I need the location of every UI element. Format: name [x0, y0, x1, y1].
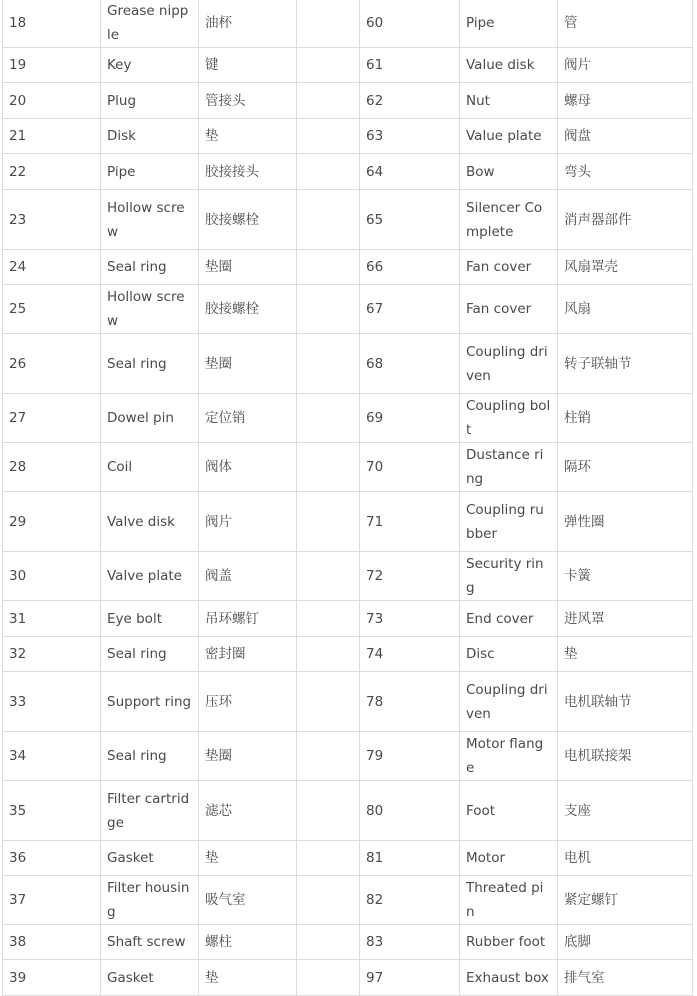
part-number-cell: 97 — [360, 960, 460, 996]
part-number-cell: 24 — [3, 250, 101, 285]
part-name-en-cell: Key — [101, 48, 199, 83]
part-name-en-cell: Support ring — [101, 672, 199, 732]
part-number-cell: 27 — [3, 394, 101, 443]
part-name-cn-cell: 弯头 — [558, 154, 693, 190]
part-name-cn-cell: 电机联接架 — [558, 732, 693, 781]
part-name-en-cell: Disc — [460, 637, 558, 672]
part-name-en-cell: Eye bolt — [101, 601, 199, 637]
spacer-cell — [297, 876, 360, 925]
part-number-cell: 65 — [360, 190, 460, 250]
part-number-cell: 82 — [360, 876, 460, 925]
part-name-en-cell: Silencer Complete — [460, 190, 558, 250]
part-name-en-cell: Filter cartridge — [101, 781, 199, 841]
part-name-en-cell: Gasket — [101, 841, 199, 876]
part-number-cell: 19 — [3, 48, 101, 83]
part-name-cn-cell: 垫 — [199, 841, 297, 876]
part-number-cell: 79 — [360, 732, 460, 781]
part-name-en-cell: Exhaust box — [460, 960, 558, 996]
part-name-en-cell: Pipe — [101, 154, 199, 190]
table-row — [3, 841, 693, 876]
part-number-cell: 64 — [360, 154, 460, 190]
part-name-cn-cell: 胶接螺栓 — [199, 285, 297, 334]
part-number-cell: 29 — [3, 492, 101, 552]
part-name-cn-cell: 油杯 — [199, 0, 297, 48]
part-name-cn-cell: 密封圈 — [199, 637, 297, 672]
part-name-cn-cell: 胶接接头 — [199, 154, 297, 190]
part-name-cn-cell: 胶接螺栓 — [199, 190, 297, 250]
part-name-en-cell: Valve plate — [101, 552, 199, 601]
table-row — [3, 250, 693, 285]
spacer-cell — [297, 334, 360, 394]
spacer-cell — [297, 394, 360, 443]
part-name-cn-cell: 底脚 — [558, 925, 693, 960]
part-number-cell: 70 — [360, 443, 460, 492]
part-number-cell: 38 — [3, 925, 101, 960]
part-name-en-cell: Pipe — [460, 0, 558, 48]
part-name-en-cell: Foot — [460, 781, 558, 841]
spacer-cell — [297, 601, 360, 637]
part-name-cn-cell: 排气室 — [558, 960, 693, 996]
part-number-cell: 78 — [360, 672, 460, 732]
part-number-cell: 67 — [360, 285, 460, 334]
table-row — [3, 285, 693, 334]
part-name-cn-cell: 滤芯 — [199, 781, 297, 841]
part-name-cn-cell: 垫 — [199, 119, 297, 154]
table-row — [3, 637, 693, 672]
part-name-cn-cell: 压环 — [199, 672, 297, 732]
part-name-en-cell: Coupling driven — [460, 672, 558, 732]
part-name-cn-cell: 吸气室 — [199, 876, 297, 925]
part-number-cell: 18 — [3, 0, 101, 48]
table-row — [3, 83, 693, 119]
part-name-en-cell: Rubber foot — [460, 925, 558, 960]
part-number-cell: 21 — [3, 119, 101, 154]
part-name-cn-cell: 管接头 — [199, 83, 297, 119]
table-row — [3, 672, 693, 732]
spacer-cell — [297, 250, 360, 285]
part-name-cn-cell: 电机联轴节 — [558, 672, 693, 732]
part-name-cn-cell: 支座 — [558, 781, 693, 841]
part-name-cn-cell: 阀片 — [558, 48, 693, 83]
part-number-cell: 30 — [3, 552, 101, 601]
part-name-en-cell: Coupling rubber — [460, 492, 558, 552]
part-name-cn-cell: 垫 — [558, 637, 693, 672]
part-name-en-cell: Value plate — [460, 119, 558, 154]
table-row — [3, 781, 693, 841]
spacer-cell — [297, 732, 360, 781]
spacer-cell — [297, 781, 360, 841]
part-name-cn-cell: 螺母 — [558, 83, 693, 119]
spacer-cell — [297, 443, 360, 492]
part-name-en-cell: Coil — [101, 443, 199, 492]
part-name-en-cell: Dowel pin — [101, 394, 199, 443]
part-number-cell: 23 — [3, 190, 101, 250]
part-name-en-cell: Fan cover — [460, 285, 558, 334]
part-name-en-cell: Filter housing — [101, 876, 199, 925]
part-number-cell: 25 — [3, 285, 101, 334]
part-name-en-cell: Seal ring — [101, 637, 199, 672]
part-name-en-cell: Coupling bolt — [460, 394, 558, 443]
part-number-cell: 36 — [3, 841, 101, 876]
part-name-en-cell: Grease nipple — [101, 0, 199, 48]
spacer-cell — [297, 960, 360, 996]
part-number-cell: 68 — [360, 334, 460, 394]
part-number-cell: 22 — [3, 154, 101, 190]
spacer-cell — [297, 552, 360, 601]
spacer-cell — [297, 285, 360, 334]
part-number-cell: 61 — [360, 48, 460, 83]
spacer-cell — [297, 83, 360, 119]
spacer-cell — [297, 154, 360, 190]
part-number-cell: 31 — [3, 601, 101, 637]
table-row — [3, 732, 693, 781]
table-row — [3, 552, 693, 601]
part-name-en-cell: Shaft screw — [101, 925, 199, 960]
part-name-en-cell: Nut — [460, 83, 558, 119]
part-name-cn-cell: 定位销 — [199, 394, 297, 443]
part-number-cell: 37 — [3, 876, 101, 925]
table-row — [3, 601, 693, 637]
table-row — [3, 48, 693, 83]
spacer-cell — [297, 672, 360, 732]
table-row — [3, 492, 693, 552]
part-name-en-cell: Bow — [460, 154, 558, 190]
part-name-cn-cell: 垫圈 — [199, 334, 297, 394]
part-number-cell: 32 — [3, 637, 101, 672]
parts-table — [2, 0, 693, 996]
part-number-cell: 71 — [360, 492, 460, 552]
part-name-cn-cell: 管 — [558, 0, 693, 48]
table-row — [3, 443, 693, 492]
part-number-cell: 83 — [360, 925, 460, 960]
part-name-en-cell: Dustance ring — [460, 443, 558, 492]
part-name-cn-cell: 垫 — [199, 960, 297, 996]
part-name-en-cell: Plug — [101, 83, 199, 119]
table-row — [3, 394, 693, 443]
part-name-en-cell: Coupling driven — [460, 334, 558, 394]
part-name-en-cell: Security ring — [460, 552, 558, 601]
part-number-cell: 66 — [360, 250, 460, 285]
part-number-cell: 69 — [360, 394, 460, 443]
part-name-cn-cell: 阀盘 — [558, 119, 693, 154]
part-name-en-cell: Valve disk — [101, 492, 199, 552]
part-name-cn-cell: 紧定螺钉 — [558, 876, 693, 925]
part-name-en-cell: Seal ring — [101, 250, 199, 285]
part-number-cell: 80 — [360, 781, 460, 841]
part-name-cn-cell: 转子联轴节 — [558, 334, 693, 394]
part-name-cn-cell: 电机 — [558, 841, 693, 876]
part-name-cn-cell: 垫圈 — [199, 250, 297, 285]
part-name-en-cell: Disk — [101, 119, 199, 154]
part-name-cn-cell: 阀盖 — [199, 552, 297, 601]
spacer-cell — [297, 637, 360, 672]
spacer-cell — [297, 119, 360, 154]
part-name-cn-cell: 阀体 — [199, 443, 297, 492]
part-name-en-cell: Hollow screw — [101, 285, 199, 334]
part-name-cn-cell: 进风罩 — [558, 601, 693, 637]
part-name-en-cell: Threated pin — [460, 876, 558, 925]
part-number-cell: 62 — [360, 83, 460, 119]
part-number-cell: 74 — [360, 637, 460, 672]
part-number-cell: 20 — [3, 83, 101, 119]
part-name-en-cell: Gasket — [101, 960, 199, 996]
part-name-cn-cell: 隔环 — [558, 443, 693, 492]
part-name-en-cell: Hollow screw — [101, 190, 199, 250]
part-number-cell: 39 — [3, 960, 101, 996]
part-number-cell: 81 — [360, 841, 460, 876]
table-row — [3, 876, 693, 925]
part-number-cell: 35 — [3, 781, 101, 841]
parts-table-body — [3, 0, 693, 996]
part-name-cn-cell: 垫圈 — [199, 732, 297, 781]
spacer-cell — [297, 0, 360, 48]
part-name-cn-cell: 柱销 — [558, 394, 693, 443]
spacer-cell — [297, 925, 360, 960]
part-number-cell: 60 — [360, 0, 460, 48]
part-number-cell: 72 — [360, 552, 460, 601]
table-row — [3, 119, 693, 154]
part-name-en-cell: Value disk — [460, 48, 558, 83]
part-name-cn-cell: 吊环螺钉 — [199, 601, 297, 637]
table-row — [3, 960, 693, 996]
spacer-cell — [297, 48, 360, 83]
table-row — [3, 334, 693, 394]
table-row — [3, 925, 693, 960]
part-name-en-cell: Seal ring — [101, 732, 199, 781]
spacer-cell — [297, 492, 360, 552]
part-name-en-cell: Motor — [460, 841, 558, 876]
part-number-cell: 26 — [3, 334, 101, 394]
part-name-cn-cell: 风扇罩壳 — [558, 250, 693, 285]
part-name-en-cell: Fan cover — [460, 250, 558, 285]
table-row — [3, 190, 693, 250]
part-name-cn-cell: 弹性圈 — [558, 492, 693, 552]
part-number-cell: 63 — [360, 119, 460, 154]
part-name-cn-cell: 阀片 — [199, 492, 297, 552]
part-name-cn-cell: 卡簧 — [558, 552, 693, 601]
table-row — [3, 154, 693, 190]
part-number-cell: 73 — [360, 601, 460, 637]
part-number-cell: 34 — [3, 732, 101, 781]
part-number-cell: 33 — [3, 672, 101, 732]
part-name-en-cell: Motor flange — [460, 732, 558, 781]
part-name-cn-cell: 风扇 — [558, 285, 693, 334]
part-number-cell: 28 — [3, 443, 101, 492]
part-name-cn-cell: 键 — [199, 48, 297, 83]
part-name-en-cell: End cover — [460, 601, 558, 637]
part-name-cn-cell: 消声器部件 — [558, 190, 693, 250]
part-name-en-cell: Seal ring — [101, 334, 199, 394]
part-name-cn-cell: 螺柱 — [199, 925, 297, 960]
spacer-cell — [297, 190, 360, 250]
spacer-cell — [297, 841, 360, 876]
table-row — [3, 0, 693, 48]
